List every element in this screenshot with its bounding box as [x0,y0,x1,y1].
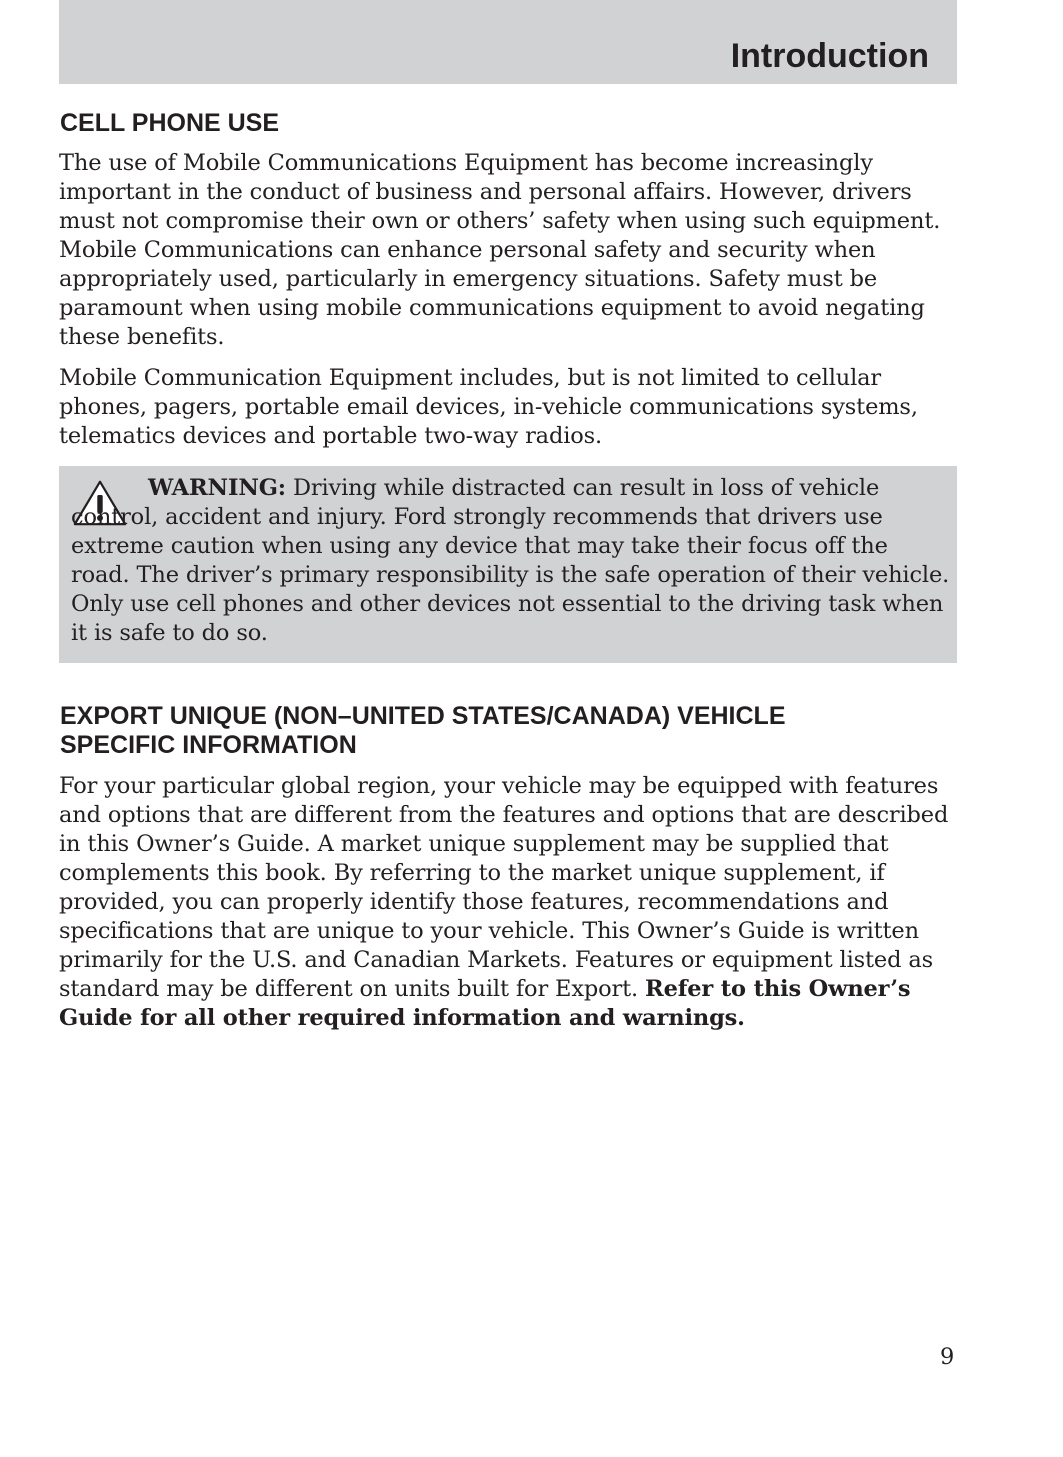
export-paragraph-bold: Refer to this Owner’s Guide for all other required information and warnings. [59,976,911,1031]
export-paragraph-text: For your particular global region, your vehicle may be equipped with features and options that are different from the features and options that are described in this Owner’s Guide. A market unique supplement may be supplied that complements this book. By referring to the market unique supplement, if provided, you can properly identify those features, recommendations and specifications that are unique to your vehicle. This Owner’s Guide is written primarily for the U.S. and Canadian Markets. Features or equipment listed as standard may be different on units built for Export. [59,773,949,1002]
chapter-header-bar [59,0,957,84]
warning-body: Driving while distracted can result in loss of vehicle control, accident and injury. Ford strongly recommends that drivers use extreme caution when using any device that may take their focus off the road. The driver’s primary responsibility is the safe operation of their vehicle. Only use cell phones and other devices not essential to the driving task when it is safe to do so. [71,475,950,646]
export-heading-line-1: EXPORT UNIQUE (NON–UNITED STATES/CANADA) VEHICLE [60,702,786,730]
cell-phone-heading: CELL PHONE USE [60,109,280,137]
export-heading-line-2: SPECIFIC INFORMATION [60,731,357,759]
warning-text [71,474,951,648]
export-paragraph [59,772,959,1033]
cell-phone-paragraph-2: Mobile Communication Equipment includes, but is not limited to cellular phones, pagers, portable email devices, in-vehicle communications systems, telematics devices and portable two-way radios. [59,365,918,449]
cell-phone-paragraph-1: The use of Mobile Communications Equipment has become increasingly important in the conduct of business and personal affairs. However, drivers must not compromise their own or others’ safety when using such equipment. Mobile Communications can enhance personal safety and security when appropriately used, particularly in emergency situations. Safety must be paramount when using mobile communications equipment to avoid negating these benefits. [59,150,941,350]
chapter-title: Introduction [730,37,929,75]
page-number: 9 [940,1344,955,1370]
warning-label: WARNING: [148,475,286,501]
